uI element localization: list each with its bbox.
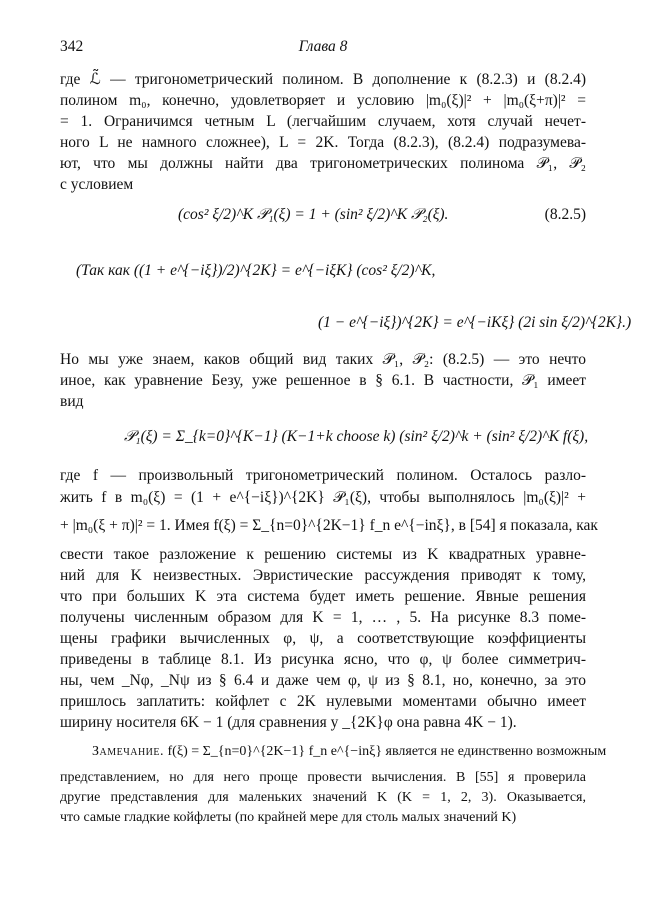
p3-line-7: получены численным образом для K = 1, … , 5. На рисунке 8.3 поме- <box>60 609 586 626</box>
p3-line-4: свести такое разложение к решению системы из K квадратных уравне- <box>60 546 586 563</box>
p2-line-2: иное, как уравнение Безу, уже решенное в § 6.1. В частности, 𝒫₁ имеет <box>60 372 586 389</box>
p1-line-4: ного L не намного сложнее), L = 2K. Тогда (8.2.3), (8.2.4) подразумева- <box>60 134 586 151</box>
remark-line-3: другие представления для маленьких значений K (K = 1, 2, 3). Оказывается, <box>60 790 586 805</box>
p1-line-5: ют, что мы должны найти два тригонометрических полинома 𝒫₁, 𝒫₂ <box>60 155 586 172</box>
p3-line-12: ширину носителя 6K − 1 (для сравнения у _{2K}φ она равна 4K − 1). <box>60 714 517 731</box>
p3-line-1: где f — произвольный тригонометрический полином. Осталось разло- <box>60 467 586 484</box>
identity-line-2: (1 − e^{−iξ})^{2K} = e^{−iKξ} (2i sin ξ/2)^{2K}.) <box>318 314 632 331</box>
remark-line-4: что самые гладкие койфлеты (по крайней мере для столь малых значений K) <box>60 810 517 825</box>
p3-line-11: пришлось заплатить: койфлет с 2K нулевыми моментами обычно имеет <box>60 693 586 710</box>
remark-line-1 <box>92 742 607 762</box>
p3-line-6: что при больших K эта система будет иметь решение. Явные решения <box>60 588 586 605</box>
p1-line-3: = 1. Ограничимся четным L (легчайшим случаем, хотя случай нечет- <box>60 113 586 130</box>
remark-line-2: представлением, но для него проще провести вычисления. В [55] я проверила <box>60 770 586 785</box>
p3-line-8: щены графики вычисленных φ, ψ, а соответствующие коэффициенты <box>60 630 586 647</box>
p3-line-10: ны, чем _Nφ, _Nψ из § 6.4 и даже чем φ, ψ из § 8.1, но, конечно, за это <box>60 672 586 689</box>
p3-line-3: + |m₀(ξ + π)|² = 1. Имея f(ξ) = Σ_{n=0}^{2K−1} f_n e^{−inξ}, в [54] я показала, как <box>60 517 598 534</box>
p1-line-1: где ℒ̃ — тригонометрический полином. В дополнение к (8.2.3) и (8.2.4) <box>60 71 586 88</box>
p3-line-9: приведены в таблице 8.1. Из рисунка ясно, что φ, ψ более симметрич- <box>60 651 586 668</box>
equation-8-2-5: (cos² ξ/2)^K 𝒫₁(ξ) = 1 + (sin² ξ/2)^K 𝒫₂(ξ). <box>178 206 449 223</box>
equation-number-8-2-5: (8.2.5) <box>544 206 586 223</box>
identity-line-1: (Так как ((1 + e^{−iξ})/2)^{2K} = e^{−iξK} (cos² ξ/2)^K, <box>76 262 436 279</box>
p1-line-6: с условием <box>60 176 134 193</box>
equation-p1: 𝒫₁(ξ) = Σ_{k=0}^{K−1} (K−1+k choose k) (sin² ξ/2)^k + (sin² ξ/2)^K f(ξ), <box>124 428 589 445</box>
p2-line-1: Но мы уже знаем, каков общий вид таких 𝒫₁, 𝒫₂: (8.2.5) — это нечто <box>60 351 586 368</box>
chapter-title: Глава 8 <box>298 38 348 55</box>
page-number: 342 <box>60 38 84 55</box>
p1-line-2: полином m₀, конечно, удовлетворяет и условию |m₀(ξ)|² + |m₀(ξ+π)|² = <box>60 92 586 109</box>
remark-label: Замечание. <box>92 744 165 759</box>
p3-line-2: жить f в m₀(ξ) = (1 + e^{−iξ})^{2K} 𝒫₁(ξ), чтобы выполнялось |m₀(ξ)|² + <box>60 489 586 506</box>
p2-line-3: вид <box>60 393 84 410</box>
running-header <box>60 38 586 60</box>
p3-line-5: ний для K неизвестных. Эвристические рассуждения приводят к тому, <box>60 567 586 584</box>
remark-line-1-text: f(ξ) = Σ_{n=0}^{2K−1} f_n e^{−inξ} является не единственно возможным <box>167 744 607 759</box>
